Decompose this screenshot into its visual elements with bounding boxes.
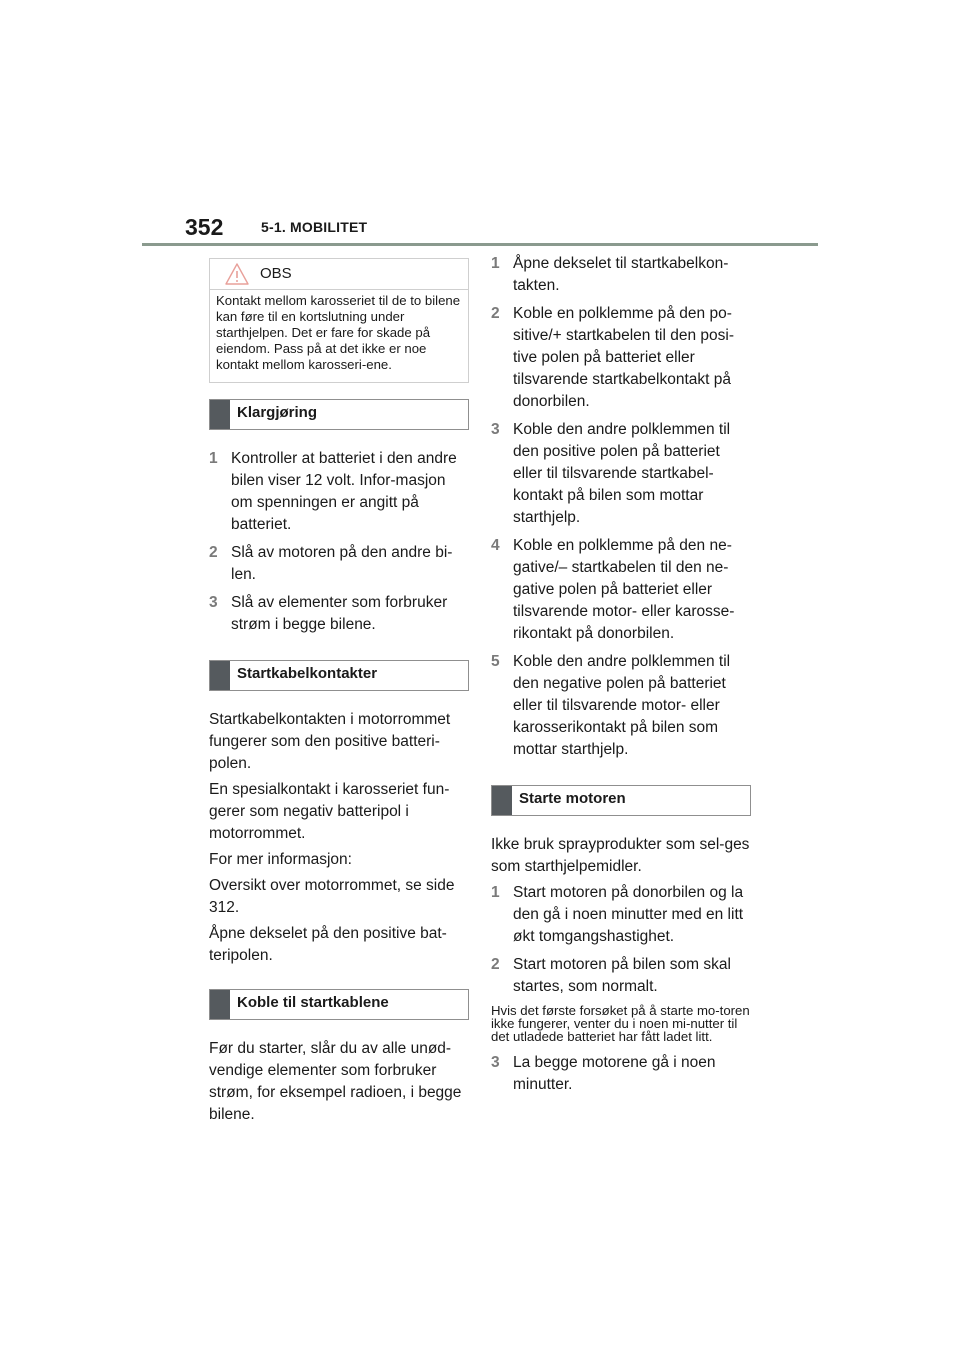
warning-triangle-icon [224, 262, 250, 286]
paragraph: Ikke bruk sprayprodukter som sel-ges som starthjelpemidler. [491, 836, 750, 875]
step-text: La begge motorene gå i noen minutter. [513, 1054, 716, 1093]
step-text: Start motoren på bilen som skal startes, som normalt. [513, 956, 731, 995]
heading-bar [492, 786, 512, 815]
list-item [491, 303, 751, 413]
step-text: Koble en polklemme på den po-sitive/+ startkabelen til den posi-tive polen på batteriet eller tilsvarende startkabelkontakt på donorbilen. [513, 305, 734, 410]
page-header [185, 212, 818, 246]
step-number: 3 [491, 1054, 500, 1071]
step-number: 4 [491, 537, 500, 554]
list-item [491, 253, 751, 297]
paragraph: For mer informasjon: [209, 851, 352, 868]
step-text: Koble en polklemme på den ne-gative/– startkabelen til den ne-gative polen på batteriet eller tilsvarende motor- eller karosse-rikontakt på donorbilen. [513, 537, 735, 642]
right-column [491, 253, 751, 1102]
heading-text: Klargjøring [237, 404, 318, 421]
step-number: 2 [491, 305, 500, 322]
step-text: Slå av elementer som forbruker strøm i begge bilene. [231, 594, 448, 633]
step-text: Kontroller at batteriet i den andre bilen viser 12 volt. Infor-masjon om spenningen er angitt på batteriet. [231, 450, 457, 533]
header-rule [142, 243, 818, 246]
list-item [209, 592, 469, 636]
list-item [491, 651, 751, 761]
notice-box [209, 258, 469, 383]
list-item [491, 535, 751, 645]
heading-text: Starte motoren [519, 790, 626, 807]
step-text: Start motoren på donorbilen og la den gå i noen minutter med en litt økt tomgangshastighet. [513, 884, 744, 945]
paragraph: Oversikt over motorrommet, se side 312. [209, 877, 455, 916]
step-number: 1 [491, 884, 500, 901]
step-number: 2 [491, 956, 500, 973]
heading-bar [210, 661, 230, 690]
list-item [491, 954, 751, 998]
list-item [209, 542, 469, 586]
step-text: Koble den andre polklemmen til den positive polen på batteriet eller til tilsvarende startkabel-kontakt på bilen som mottar starthjelp. [513, 421, 731, 526]
notice-header [210, 259, 468, 290]
step-text: Koble den andre polklemmen til den negative polen på batteriet eller til tilsvarende motor- eller karosserikontakt på bilen som mottar starthjelp. [513, 653, 731, 758]
paragraph: Startkabelkontakten i motorrommet fungerer som den positive batteri-polen. [209, 711, 451, 772]
step-number: 1 [209, 450, 218, 467]
step-text: Slå av motoren på den andre bi-len. [231, 544, 453, 583]
step-number: 1 [491, 255, 500, 272]
notice-body: Kontakt mellom karosseriet til de to bilene kan føre til en kortslutning under starthjelpen. Det er fare for skade på eiendom. Pass på at det ikke er noe kontakt mellom karosseri-ene. [216, 293, 461, 372]
heading-bar [210, 400, 230, 429]
paragraph: En spesialkontakt i karosseriet fun-gerer som negativ batteripol i motorrommet. [209, 781, 450, 842]
left-column [209, 258, 469, 1130]
list-item [491, 419, 751, 529]
paragraph: Åpne dekselet på den positive bat-teripolen. [209, 925, 447, 964]
notice-title: OBS [260, 265, 292, 282]
note-text: Hvis det første forsøket på å starte mo-toren ikke fungerer, venter du i noen mi-nutter til det utladede batteriet har fått ladet litt. [491, 1003, 750, 1044]
heading-starte-motoren [491, 785, 751, 816]
heading-klargjoring [209, 399, 469, 430]
heading-koble-til-startkablene [209, 989, 469, 1020]
heading-bar [210, 990, 230, 1019]
page-number: 352 [185, 214, 224, 240]
step-number: 3 [209, 594, 218, 611]
step-number: 3 [491, 421, 500, 438]
section-title: 5-1. MOBILITET [261, 219, 368, 235]
list-item [491, 882, 751, 948]
step-number: 2 [209, 544, 218, 561]
heading-startkabelkontakter [209, 660, 469, 691]
heading-text: Koble til startkablene [237, 994, 389, 1011]
list-item [491, 1052, 751, 1096]
heading-text: Startkabelkontakter [237, 665, 378, 682]
list-item [209, 448, 469, 536]
step-text: Åpne dekselet til startkabelkon-takten. [513, 255, 729, 294]
step-number: 5 [491, 653, 500, 670]
paragraph: Før du starter, slår du av alle unød-vendige elementer som forbruker strøm, for eksempel radioen, i begge bilene. [209, 1040, 462, 1123]
